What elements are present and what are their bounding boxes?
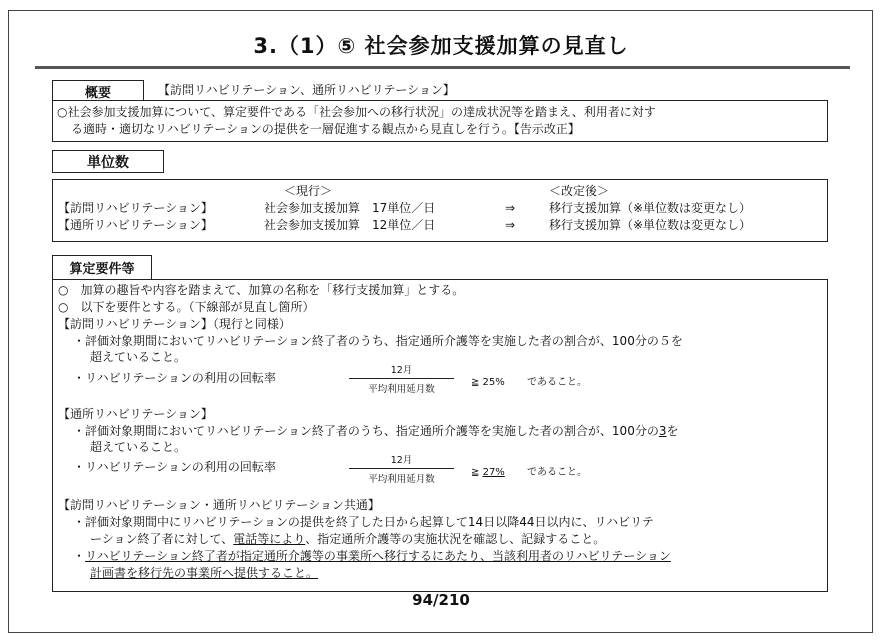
day-rate-threshold: [471, 465, 505, 480]
units-row-revised: 移行支援加算（※単位数は変更なし）: [549, 218, 752, 232]
common-bullet-2b: 計画書を移行先の事業所へ提供すること。: [90, 566, 319, 580]
req-line-1: ○ 加算の趣旨や内容を踏まえて、加算の名称を「移行支援加算」とする。: [58, 283, 465, 297]
title-rule: [35, 66, 850, 69]
day-bullet-1a: [73, 424, 679, 439]
overview-box: [52, 100, 828, 142]
visit-rate-fraction: [349, 362, 454, 395]
units-box: [52, 180, 828, 242]
common-bullet-2a: [73, 549, 671, 564]
visit-heading: 【訪問リハビリテーション】（現行と同様）: [58, 317, 291, 331]
day-bullet-1b: 超えていること。: [90, 440, 187, 454]
units-row-current: 社会参加支援加算 12単位／日: [264, 218, 436, 232]
common-bullet-1b-post: 、指定通所介護等の実施状況を確認し、記録すること。: [305, 532, 606, 546]
common-bullet-1b-underlined: 電話等により: [233, 532, 306, 546]
day-bullet-1a-end: を: [666, 424, 679, 438]
overview-line-2: る適時・適切なリハビリテーションの提供を一層促進する観点から見直しを行う。【告示改正】: [71, 122, 580, 136]
overview-services: 【訪問リハビリテーション、通所リハビリテーション】: [158, 83, 455, 97]
visit-bullet-2: ・リハビリテーションの利用の回転率: [73, 371, 276, 385]
slide-title: 3.（1）⑤ 社会参加支援加算の見直し: [253, 34, 629, 58]
units-row-current: 社会参加支援加算 17単位／日: [264, 201, 436, 215]
units-tab: 単位数: [52, 150, 164, 173]
visit-bullet-1a: ・評価対象期間においてリハビリテーション終了者のうち、指定通所介護等を実施した者の割合が、100分の５を: [73, 334, 683, 348]
visit-rate-denominator: 平均利用延月数: [368, 384, 435, 395]
units-row-arrow: ⇒: [505, 218, 516, 232]
day-rate-numerator: 12月: [390, 455, 413, 466]
fraction-bar: [349, 378, 454, 379]
visit-bullet-1b: 超えていること。: [90, 350, 187, 364]
day-heading: 【通所リハビリテーション】: [58, 407, 213, 421]
fraction-bar: [349, 468, 454, 469]
page-number: 94/210: [412, 591, 470, 609]
day-bullet-1a-text: ・評価対象期間においてリハビリテーション終了者のうち、指定通所介護等を実施した者の割合が、100分の: [73, 424, 659, 438]
day-rate-end: であること。: [527, 467, 587, 478]
req-line-2: ○ 以下を要件とする。（下線部が見直し箇所）: [58, 300, 315, 314]
visit-rate-end: であること。: [527, 377, 587, 388]
revised-header: ＜改定後＞: [549, 184, 610, 198]
day-ratio-value: 3: [658, 424, 667, 438]
units-row-service: 【訪問リハビリテーション】: [58, 201, 213, 215]
common-bullet-1b-pre: ーション終了者に対して、: [90, 532, 234, 546]
visit-rate-numerator: 12月: [390, 365, 413, 376]
units-row-revised: 移行支援加算（※単位数は変更なし）: [549, 201, 752, 215]
bullet-dot: ・: [73, 549, 86, 563]
common-heading: 【訪問リハビリテーション・通所リハビリテーション共通】: [58, 498, 380, 512]
visit-rate-threshold: ≧ 25%: [471, 377, 505, 388]
ge-symbol: ≧: [471, 467, 480, 478]
day-rate-denominator: 平均利用延月数: [368, 474, 435, 485]
common-bullet-1b: [90, 532, 605, 547]
day-bullet-2: ・リハビリテーションの利用の回転率: [73, 460, 276, 474]
day-rate-value: 27%: [482, 467, 505, 478]
overview-tab: 概要: [52, 80, 144, 101]
requirements-tab: 算定要件等: [52, 255, 152, 279]
day-rate-fraction: [349, 452, 454, 485]
current-header: ＜現行＞: [284, 184, 333, 198]
requirements-box: [52, 279, 828, 592]
common-bullet-2a-text: リハビリテーション終了者が指定通所介護等の事業所へ移行するにあたり、当該利用者のリハビリテーション: [85, 549, 671, 563]
overview-line-1: ○社会参加支援加算について、算定要件である「社会参加への移行状況」の達成状況等を踏まえ、利用者に対す: [57, 105, 656, 119]
common-bullet-1a: ・評価対象期間中にリハビリテーションの提供を終了した日から起算して14日以降44日以内に、リハビリテ: [73, 515, 654, 529]
units-row-arrow: ⇒: [505, 201, 516, 215]
units-row-service: 【通所リハビリテーション】: [58, 218, 213, 232]
